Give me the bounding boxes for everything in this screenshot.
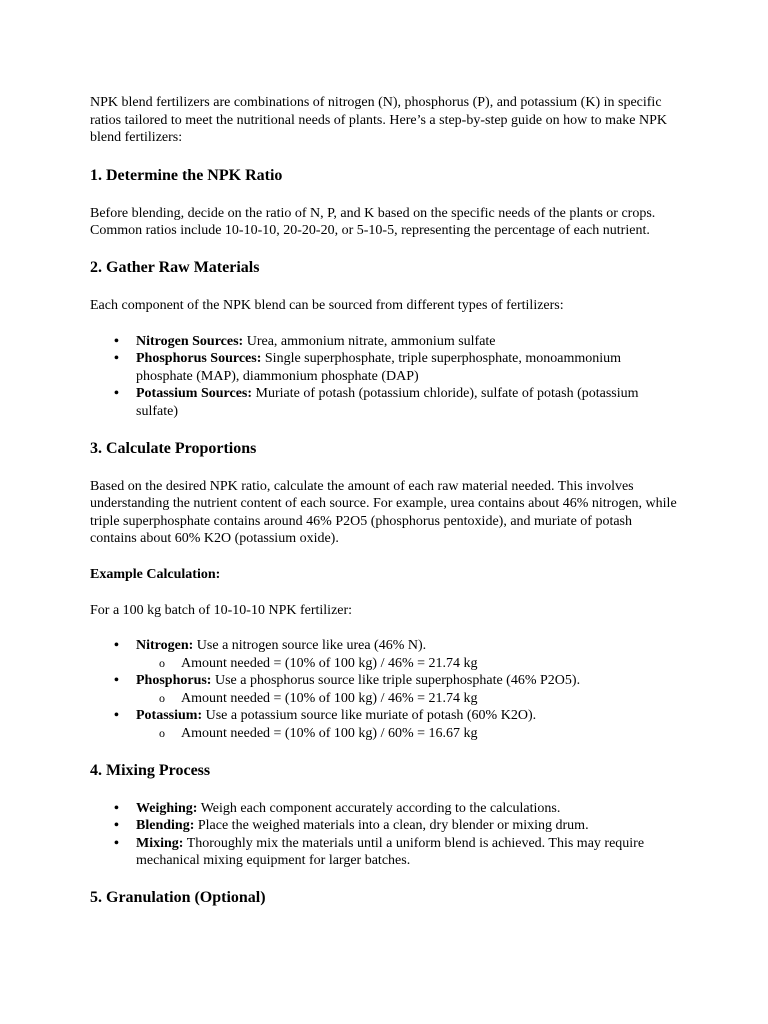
list-item xyxy=(90,350,678,385)
list-item xyxy=(90,707,678,742)
item-label: Phosphorus Sources: xyxy=(136,351,262,367)
item-text: Thoroughly mix the materials until a uniform blend is achieved. This may require mechanical mixing equipment for larger batches. xyxy=(136,835,645,869)
section-1 xyxy=(90,166,678,186)
raw-materials-list xyxy=(90,333,678,421)
section-heading: 1. Determine the NPK Ratio xyxy=(90,166,283,184)
section-2 xyxy=(90,258,678,278)
mixing-list xyxy=(90,800,678,870)
section-5 xyxy=(90,888,678,908)
list-item xyxy=(90,800,678,818)
section-3 xyxy=(90,439,678,459)
list-item xyxy=(90,333,678,351)
item-label: Potassium: xyxy=(136,708,203,724)
example-heading: Example Calculation: xyxy=(90,566,221,582)
item-label: Phosphorus: xyxy=(136,673,212,689)
list-item xyxy=(90,835,678,870)
list-item xyxy=(90,672,678,707)
item-label: Weighing: xyxy=(136,800,198,816)
intro-paragraph: NPK blend fertilizers are combinations of nitrogen (N), phosphorus (P), and potassium (K) in specific ratios tailored to meet the nutritional needs of plants. Here’s a step-by-step guide on how to make NPK blend fertilizers: xyxy=(90,95,667,146)
sub-list-item: o Amount needed = (10% of 100 kg) / 60% = 16.67 kg xyxy=(136,725,678,743)
section-4 xyxy=(90,761,678,781)
calculation-list xyxy=(90,637,678,743)
item-label: Nitrogen Sources: xyxy=(136,333,244,349)
item-text: Use a phosphorus source like triple superphosphate (46% P2O5). xyxy=(211,673,581,689)
section-body: Based on the desired NPK ratio, calculate the amount of each raw material needed. This involves understanding the nutrient content of each source. For example, urea contains about 46% nitrogen, while triple superphosphate contains around 46% P2O5 (phosphorus pentoxide), and muriate of potash contains about 60% K2O (potassium oxide). xyxy=(90,478,677,547)
item-text: Weigh each component accurately according to the calculations. xyxy=(197,800,561,816)
item-text: Place the weighed materials into a clean, dry blender or mixing drum. xyxy=(194,818,589,834)
item-label: Nitrogen: xyxy=(136,638,194,654)
section-heading: 4. Mixing Process xyxy=(90,761,211,779)
list-item xyxy=(90,817,678,835)
item-label: Mixing: xyxy=(136,835,184,851)
item-text: Use a nitrogen source like urea (46% N). xyxy=(193,638,427,654)
section-heading: 3. Calculate Proportions xyxy=(90,439,257,457)
sub-list-item: o Amount needed = (10% of 100 kg) / 46% = 21.74 kg xyxy=(136,655,678,673)
list-item xyxy=(90,385,678,420)
section-heading: 2. Gather Raw Materials xyxy=(90,258,260,276)
sub-list xyxy=(136,655,678,673)
item-text: Muriate of potash (potassium chloride), sulfate of potash (potassium sulfate) xyxy=(136,386,639,419)
sub-list xyxy=(136,690,678,708)
sub-list-item: o Amount needed = (10% of 100 kg) / 46% = 21.74 kg xyxy=(136,690,678,708)
item-text: Single superphosphate, triple superphosphate, monoammonium phosphate (MAP), diammonium phosphate (DAP) xyxy=(136,351,622,384)
example-intro: For a 100 kg batch of 10-10-10 NPK fertilizer: xyxy=(90,602,353,618)
section-heading: 5. Granulation (Optional) xyxy=(90,889,266,907)
item-label: Potassium Sources: xyxy=(136,386,253,402)
item-text: Urea, ammonium nitrate, ammonium sulfate xyxy=(243,333,496,349)
section-body: Each component of the NPK blend can be sourced from different types of fertilizers: xyxy=(90,297,564,313)
item-text: Use a potassium source like muriate of potash (60% K2O). xyxy=(202,708,537,724)
section-body: Before blending, decide on the ratio of N, P, and K based on the specific needs of the plants or crops. Common ratios include 10-10-10, 20-20-20, or 5-10-5, representing the percentage of each nutrient. xyxy=(90,205,656,239)
item-label: Blending: xyxy=(136,818,195,834)
sub-list xyxy=(136,725,678,743)
list-item xyxy=(90,637,678,672)
